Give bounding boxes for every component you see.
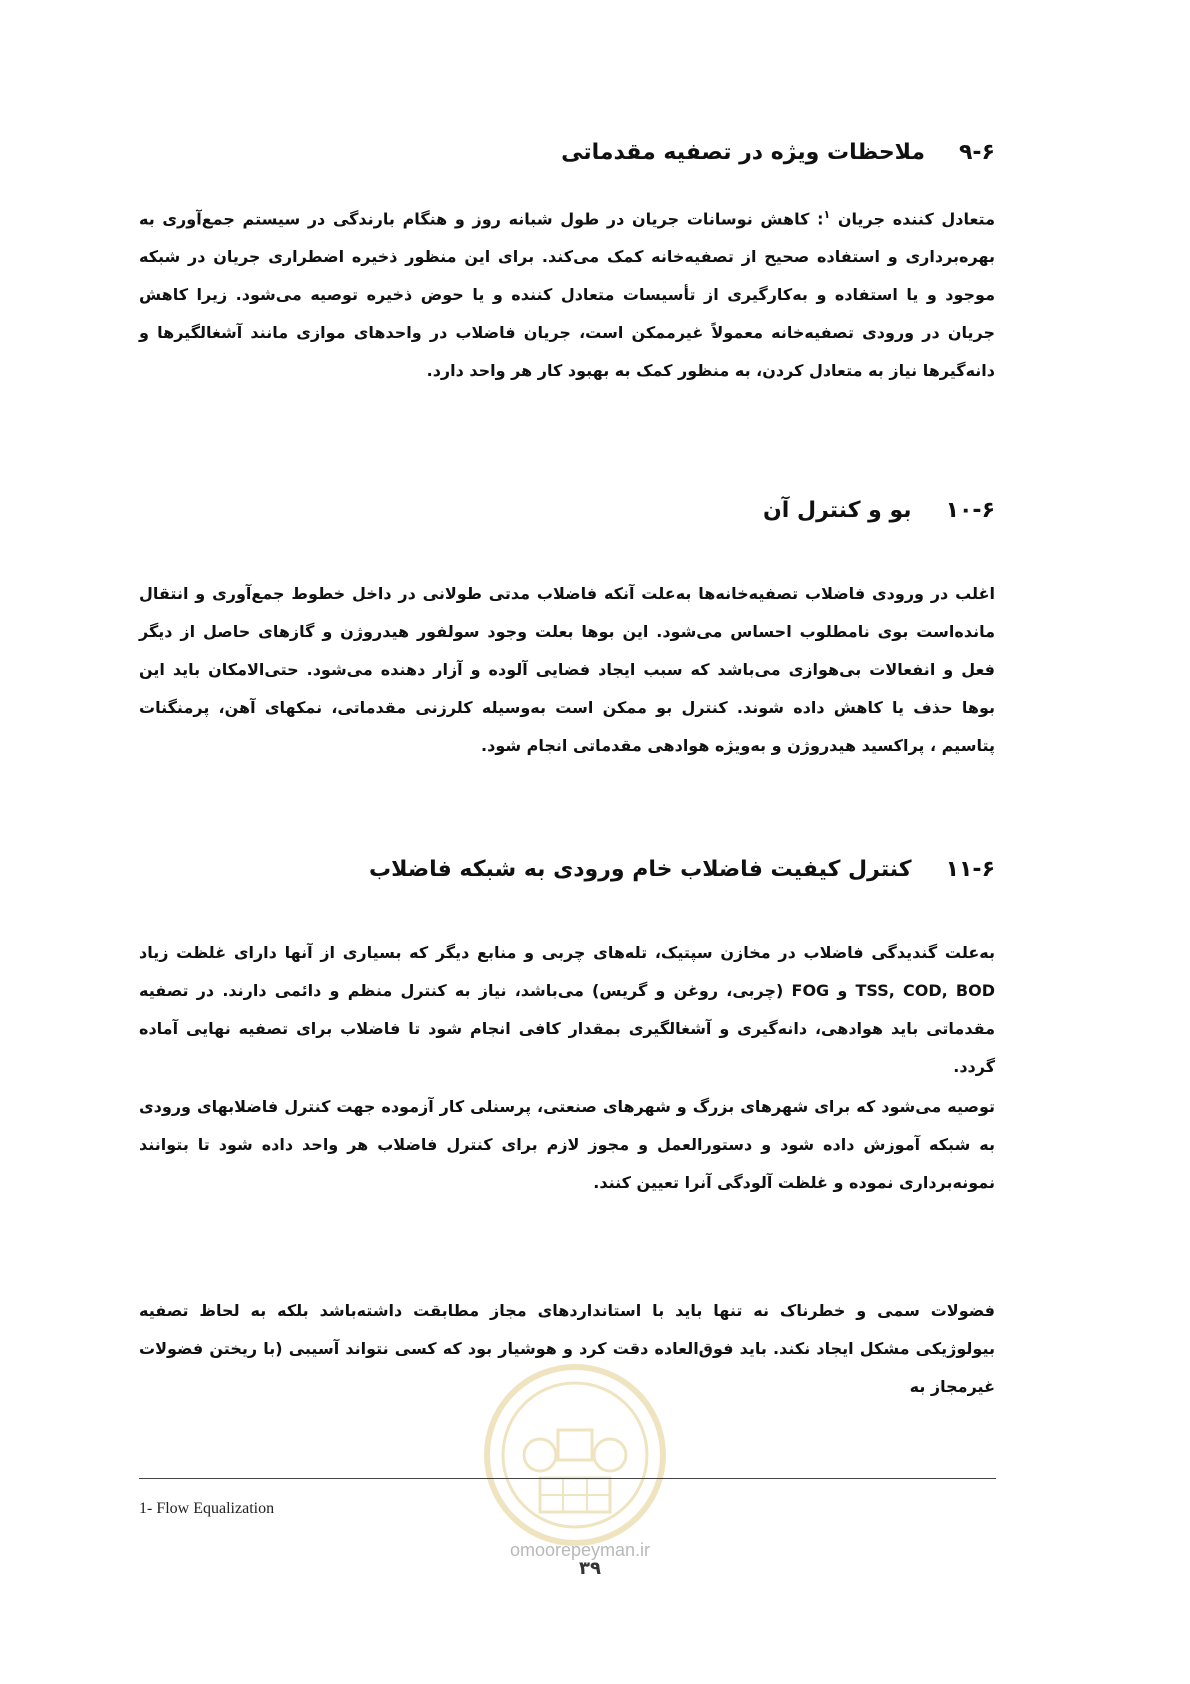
watermark-url: omoorepeyman.ir bbox=[509, 1540, 651, 1560]
paragraph-lead: متعادل کننده جریان bbox=[830, 209, 995, 229]
section-number: ۱۰-۶ bbox=[945, 498, 995, 523]
section-number: ۱۱-۶ bbox=[945, 857, 995, 882]
footnote-mark[interactable]: ۱ bbox=[823, 208, 831, 221]
paragraph-odor-control bbox=[139, 575, 995, 765]
paragraph-text: توصیه می‌شود که برای شهرهای بزرگ و شهرهای صنعتی، پرسنلی کار آزموده جهت کنترل فاضلابهای ورودی به شبکه آموزش داده شود و دستورالعمل و مجوز لازم برای کنترل فاضلاب هر واحد داده شود تا بتوانند نمونه‌برداری نموده و غلظت آلودگی آنرا تعیین کنند. bbox=[139, 1097, 995, 1192]
section-heading-9-6 bbox=[561, 140, 995, 165]
paragraph-text: اغلب در ورودی فاضلاب تصفیه‌خانه‌ها به‌علت آنکه فاضلاب مدتی طولانی در داخل خطوط جمع‌آوری و انتقال مانده‌است بوی نامطلوب احساس می‌شود. این بوها بعلت وجود سولفور هیدروژن و گازهای حاصل از دیگر فعل و انفعالات بی‌هوازی می‌باشد که سبب ایجاد فضایی آلوده و آزار دهنده می‌شود. حتی‌الامکان باید این بوها حذف یا کاهش داده شوند. کنترل بو ممکن است به‌وسیله کلرزنی مقدماتی، نمکهای آهن، پرمنگنات پتاسیم ، پراکسید هیدروژن و به‌ویژه هوادهی مقدماتی انجام شود. bbox=[139, 584, 995, 755]
paragraph-raw-wastewater-1 bbox=[139, 934, 995, 1086]
watermark-seal-icon bbox=[480, 1360, 670, 1550]
section-number: ۹-۶ bbox=[959, 140, 995, 165]
paragraph-text: : کاهش نوسانات جریان در طول شبانه روز و هنگام بارندگی در سیستم جمع‌آوری به بهره‌برداری و استفاده صحیح از تصفیه‌خانه کمک می‌کند. برای این منظور ذخیره اضطراری جریان در شبکه موجود و یا استفاده و به‌کارگیری از تأسیسات متعادل کننده و یا حوض ذخیره توصیه می‌شود. زیرا کاهش جریان در ورودی تصفیه‌خانه معمولاً غیرممکن است، جریان فاضلاب در واحدهای موازی مانند آشغالگیرها و دانه‌گیرها نیاز به متعادل کردن، به منظور کمک به بهبود کار هر واحد دارد. bbox=[139, 209, 995, 381]
footnote-divider bbox=[139, 1478, 996, 1479]
paragraph-text: فضولات سمی و خطرناک نه تنها باید با استانداردهای مجاز مطابقت داشته‌باشد بلکه به لحاظ تصفیه بیولوژیکی مشکل ایجاد نکند. باید فوق‌العاده دقت کرد و هوشیار بود که کسی نتواند آسیبی (با ریختن فضولات غیرمجاز به bbox=[139, 1301, 995, 1396]
section-title: ملاحظات ویژه در تصفیه مقدماتی bbox=[561, 140, 925, 165]
section-title: بو و کنترل آن bbox=[763, 498, 912, 523]
section-heading-10-6 bbox=[763, 498, 995, 523]
paragraph-raw-wastewater-2 bbox=[139, 1088, 995, 1202]
footnote-text: 1- Flow Equalization bbox=[139, 1500, 275, 1517]
section-heading-11-6 bbox=[369, 857, 995, 882]
paragraph-flow-equalization bbox=[139, 196, 995, 390]
section-title: کنترل کیفیت فاضلاب خام ورودی به شبکه فاضلاب bbox=[369, 857, 912, 882]
page-number: ۳۹ bbox=[579, 1558, 601, 1579]
paragraph-text: به‌علت گندیدگی فاضلاب در مخازن سپتیک، تله‌های چربی و منابع دیگر که بسیاری از آنها دارای غلظت زیاد TSS, COD, BOD و FOG (چربی، روغن و گریس) می‌باشد، نیاز به کنترل منظم و دائمی دارند. در تصفیه مقدماتی باید هوادهی، دانه‌گیری و آشغالگیری بمقدار کافی انجام شود تا فاضلاب برای تصفیه نهایی آماده گردد. bbox=[139, 943, 995, 1076]
